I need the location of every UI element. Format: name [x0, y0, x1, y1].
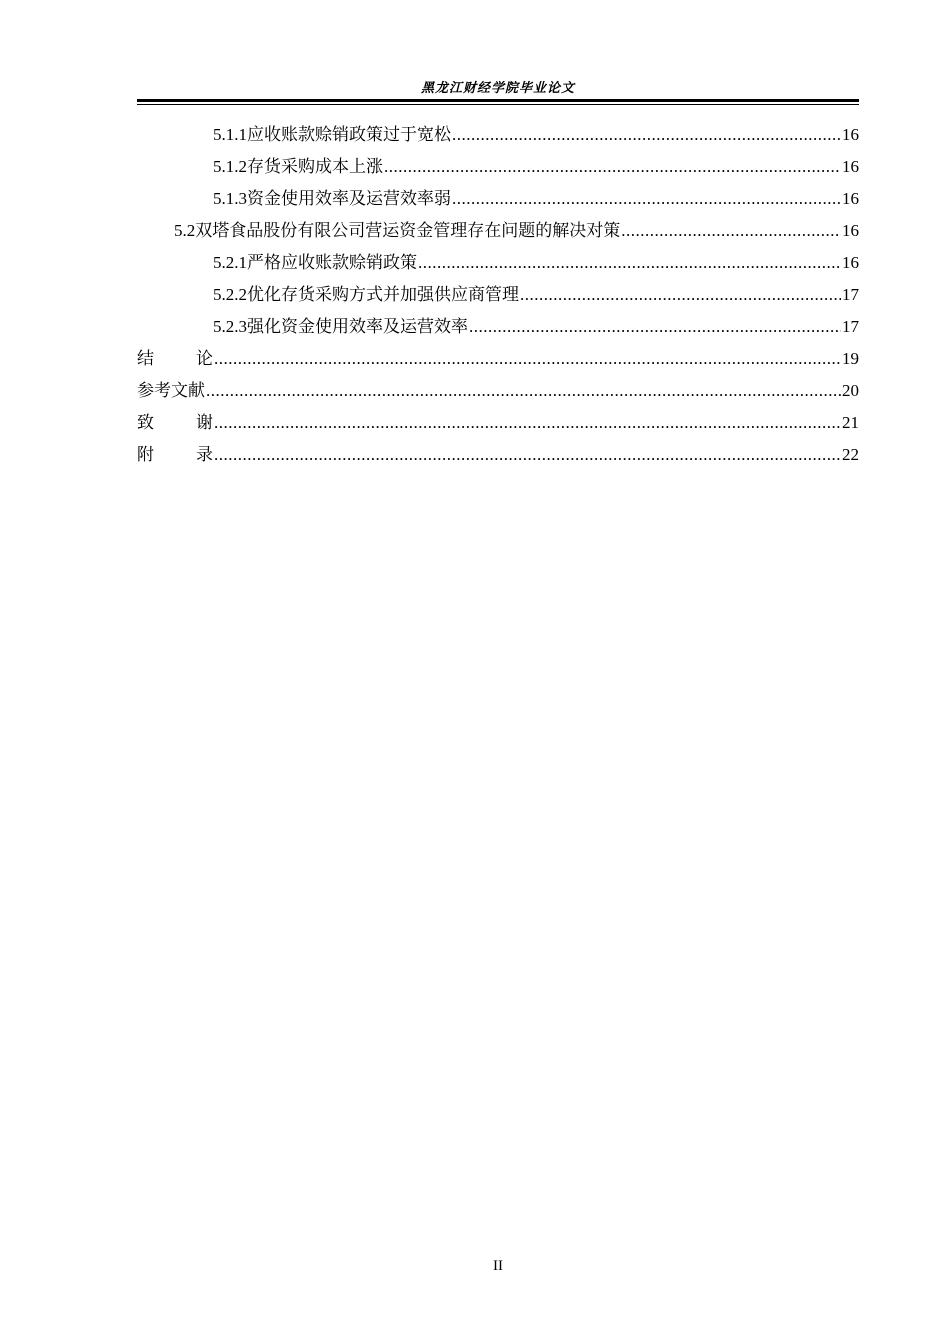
toc-leader-dots [469, 311, 841, 343]
toc-entry-conclusion[interactable] [137, 343, 859, 375]
toc-entry-page: 19 [842, 349, 859, 368]
toc-entry-title: 资金使用效率及运营效率弱 [247, 189, 451, 208]
toc-entry-5-2-3[interactable] [137, 311, 859, 343]
toc-entry-page: 16 [842, 253, 859, 272]
toc-entry-references[interactable] [137, 375, 859, 407]
table-of-contents [137, 119, 859, 471]
toc-entry-title: 应收账款赊销政策过于宽松 [247, 125, 451, 144]
toc-entry-title: 存货采购成本上涨 [247, 157, 383, 176]
toc-leader-dots [384, 151, 841, 183]
toc-leader-dots [214, 343, 841, 375]
toc-entry-page: 21 [842, 413, 859, 432]
toc-leader-dots [520, 279, 841, 311]
toc-entry-title: 双塔食品股份有限公司营运资金管理存在问题的解决对策 [195, 221, 621, 240]
toc-leader-dots [214, 439, 841, 471]
toc-leader-dots [206, 375, 841, 407]
toc-leader-dots [418, 247, 841, 279]
toc-entry-title: 严格应收账款赊销政策 [247, 253, 417, 272]
toc-leader-dots [214, 407, 841, 439]
toc-entry-page: 16 [842, 125, 859, 144]
toc-entry-title: 参考文献 [137, 381, 205, 400]
toc-leader-dots [452, 119, 841, 151]
toc-entry-number: 5.1.2 [213, 157, 247, 176]
toc-entry-5-2-2[interactable] [137, 279, 859, 311]
toc-entry-page: 16 [842, 221, 859, 240]
toc-entry-page: 16 [842, 189, 859, 208]
header-rule-thin [137, 104, 859, 105]
toc-entry-title: 强化资金使用效率及运营效率 [247, 317, 468, 336]
toc-entry-title: 结 论 [137, 349, 213, 368]
toc-entry-number: 5.2.2 [213, 285, 247, 304]
toc-entry-5-2-1[interactable] [137, 247, 859, 279]
toc-entry-number: 5.2.3 [213, 317, 247, 336]
toc-entry-5-1-1[interactable] [137, 119, 859, 151]
toc-entry-title: 优化存货采购方式并加强供应商管理 [247, 285, 519, 304]
page-number: II [493, 1258, 503, 1274]
toc-entry-page: 17 [842, 285, 859, 304]
toc-entry-number: 5.1.3 [213, 189, 247, 208]
toc-entry-number: 5.2 [174, 221, 196, 240]
running-header: 黑龙江财经学院毕业论文 [420, 80, 575, 95]
toc-leader-dots [621, 215, 841, 247]
toc-entry-page: 16 [842, 157, 859, 176]
toc-entry-appendix[interactable] [137, 439, 859, 471]
toc-entry-page: 22 [842, 445, 859, 464]
toc-leader-dots [452, 183, 841, 215]
toc-entry-page: 17 [842, 317, 859, 336]
toc-entry-acknowledgements[interactable] [137, 407, 859, 439]
toc-entry-number: 5.2.1 [213, 253, 247, 272]
header-rule-thick [137, 99, 859, 102]
toc-entry-title: 附 录 [137, 445, 213, 464]
toc-entry-5-1-3[interactable] [137, 183, 859, 215]
toc-entry-number: 5.1.1 [213, 125, 247, 144]
toc-entry-title: 致 谢 [137, 413, 213, 432]
toc-entry-5-2[interactable] [137, 215, 859, 247]
toc-entry-page: 20 [842, 381, 859, 400]
toc-entry-5-1-2[interactable] [137, 151, 859, 183]
